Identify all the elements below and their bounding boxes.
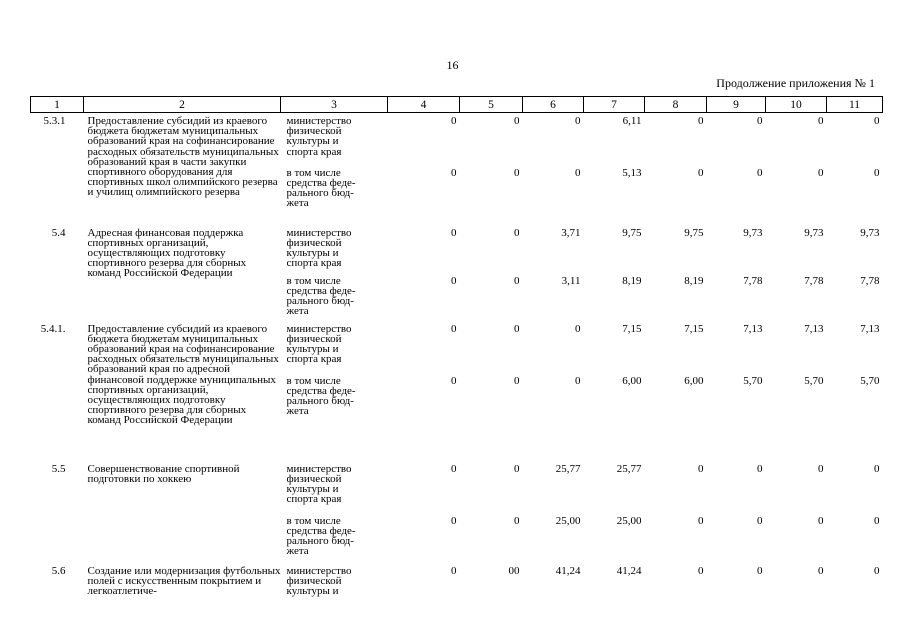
value-cell: 0	[757, 564, 763, 577]
value-cell: 0	[818, 115, 824, 127]
value-cell: 0	[874, 462, 880, 475]
row-code: 5.3.1	[43, 115, 66, 127]
table-row	[31, 113, 883, 165]
value-cell: 0	[514, 274, 520, 287]
value-cell: 0	[451, 166, 457, 179]
value-cell: 0	[451, 514, 457, 527]
funding-category: министерство физической культуры и	[286, 564, 352, 597]
value-cell: 0	[818, 462, 824, 475]
continuation-label: Продолжение приложения № 1	[716, 76, 875, 90]
value-cell: 0	[514, 115, 520, 127]
value-cell: 0	[874, 115, 880, 127]
value-cell: 0	[757, 166, 763, 179]
value-cell: 41,24	[616, 564, 642, 577]
value-cell: 0	[575, 166, 581, 179]
value-cell: 7,13	[743, 322, 763, 335]
value-cell: 7,15	[684, 322, 704, 335]
value-cell: 0	[514, 166, 520, 179]
col-header: 6	[523, 97, 584, 113]
category-cell	[281, 113, 388, 165]
page-number: 16	[446, 58, 459, 72]
value-cell: 25,77	[616, 462, 642, 475]
funding-category: в том числе средства феде- рального бюд- жета	[286, 514, 356, 558]
row-description: Создание или модернизация футбольных полей с искусственным покрытием и легкоатлетиче-	[87, 564, 281, 597]
row-code: 5.4	[51, 226, 66, 239]
value-cell: 25,00	[555, 514, 581, 527]
value-cell: 9,73	[860, 226, 880, 239]
value-cell: 5,70	[743, 374, 763, 387]
value-cell: 0	[451, 564, 457, 577]
col-header: 7	[584, 97, 645, 113]
value-cell: 25,00	[616, 514, 642, 527]
row-description: Адресная финансовая поддержка спортивных организаций, осуществляющих подготовку спортивного резерва для сборных команд Российской Федерации	[87, 226, 247, 280]
value-cell: 8,19	[684, 274, 704, 287]
value-cell: 9,75	[622, 226, 642, 239]
row-code: 5.6	[51, 564, 66, 577]
value-cell: 0	[451, 226, 457, 239]
value-cell: 0	[818, 514, 824, 527]
category-cell	[281, 165, 388, 225]
col-header: 2	[84, 97, 281, 113]
table-row	[31, 563, 883, 603]
value-cell: 7,78	[860, 274, 880, 287]
value-cell: 7,13	[860, 322, 880, 335]
category-cell	[281, 563, 388, 603]
col-header: 11	[827, 97, 883, 113]
value-cell: 0	[818, 166, 824, 179]
value-cell: 5,70	[804, 374, 824, 387]
funding-category: министерство физической культуры и спорта края	[286, 322, 352, 366]
value-cell: 5,13	[622, 166, 642, 179]
table-row	[31, 321, 883, 373]
category-cell	[281, 321, 388, 373]
value-cell: 0	[874, 514, 880, 527]
value-cell: 0	[698, 514, 704, 527]
value-cell: 0	[757, 462, 763, 475]
col-header: 1	[31, 97, 84, 113]
col-header: 8	[645, 97, 707, 113]
value-cell: 0	[575, 322, 581, 335]
value-cell: 8,19	[622, 274, 642, 287]
category-cell	[281, 225, 388, 273]
col-header: 10	[766, 97, 827, 113]
value-cell: 3,71	[561, 226, 581, 239]
value-cell: 0	[514, 226, 520, 239]
value-cell: 9,73	[804, 226, 824, 239]
value-cell: 7,13	[804, 322, 824, 335]
row-code: 5.5	[51, 462, 66, 475]
row-description: Совершенствование спортивной подготовки по хоккею	[87, 462, 240, 485]
funding-category: в том числе средства феде- рального бюд- жета	[286, 374, 356, 418]
category-cell	[281, 373, 388, 461]
value-cell: 0	[757, 514, 763, 527]
col-header: 5	[460, 97, 523, 113]
row-description: Предоставление субсидий из краевого бюджета бюджетам муниципальных образований края на софинансирование расходных обязательств муниципальных образований края в части закупки спортивного оборудования для спортивных школ олимпийского резерва и училищ олимпийского резерва	[87, 115, 279, 199]
category-cell	[281, 461, 388, 513]
row-description: Предоставление субсидий из краевого бюджета бюджетам муниципальных образований края на софинансирование расходных обязательств муниципальных образований края по адресной финансовой поддержке муниципальных спортивных организаций, осуществляющих подготовку спортивного резерва для сборных команд Российской Федерации	[87, 322, 279, 427]
funding-category: министерство физической культуры и спорта края	[286, 462, 352, 506]
funding-category: в том числе средства феде- рального бюд- жета	[286, 166, 356, 210]
funding-category: министерство физической культуры и спорта края	[286, 226, 352, 270]
row-code: 5.4.1.	[40, 322, 66, 335]
value-cell: 0	[451, 374, 457, 387]
value-cell: 9,73	[743, 226, 763, 239]
value-cell: 7,78	[804, 274, 824, 287]
value-cell: 3,11	[561, 274, 581, 287]
value-cell: 0	[874, 166, 880, 179]
table-row	[31, 461, 883, 513]
budget-table	[30, 96, 883, 603]
value-cell: 7,15	[622, 322, 642, 335]
value-cell: 0	[698, 115, 704, 127]
value-cell: 0	[514, 374, 520, 387]
value-cell: 6,11	[622, 115, 642, 127]
col-header: 3	[281, 97, 388, 113]
value-cell: 0	[451, 274, 457, 287]
value-cell: 0	[818, 564, 824, 577]
value-cell: 0	[698, 166, 704, 179]
value-cell: 0	[698, 462, 704, 475]
value-cell: 0	[698, 564, 704, 577]
value-cell: 0	[451, 462, 457, 475]
value-cell: 0	[451, 115, 457, 127]
funding-category: в том числе средства феде- рального бюд- жета	[286, 274, 356, 318]
category-cell	[281, 273, 388, 321]
value-cell: 0	[451, 322, 457, 335]
funding-category: министерство физической культуры и спорта края	[286, 115, 352, 158]
category-cell	[281, 513, 388, 563]
value-cell: 9,75	[684, 226, 704, 239]
value-cell: 0	[514, 514, 520, 527]
value-cell: 5,70	[860, 374, 880, 387]
value-cell: 0	[575, 115, 581, 127]
value-cell: 0	[514, 322, 520, 335]
header-row	[31, 97, 883, 113]
table-row	[31, 225, 883, 273]
value-cell: 0	[757, 115, 763, 127]
value-cell: 6,00	[622, 374, 642, 387]
value-cell: 7,78	[743, 274, 763, 287]
value-cell: 0	[575, 374, 581, 387]
value-cell: 6,00	[684, 374, 704, 387]
value-cell: 41,24	[555, 564, 581, 577]
value-cell: 0	[874, 564, 880, 577]
value-cell: 00	[508, 564, 520, 577]
col-header: 9	[707, 97, 766, 113]
value-cell: 0	[514, 462, 520, 475]
value-cell: 25,77	[555, 462, 581, 475]
col-header: 4	[388, 97, 460, 113]
